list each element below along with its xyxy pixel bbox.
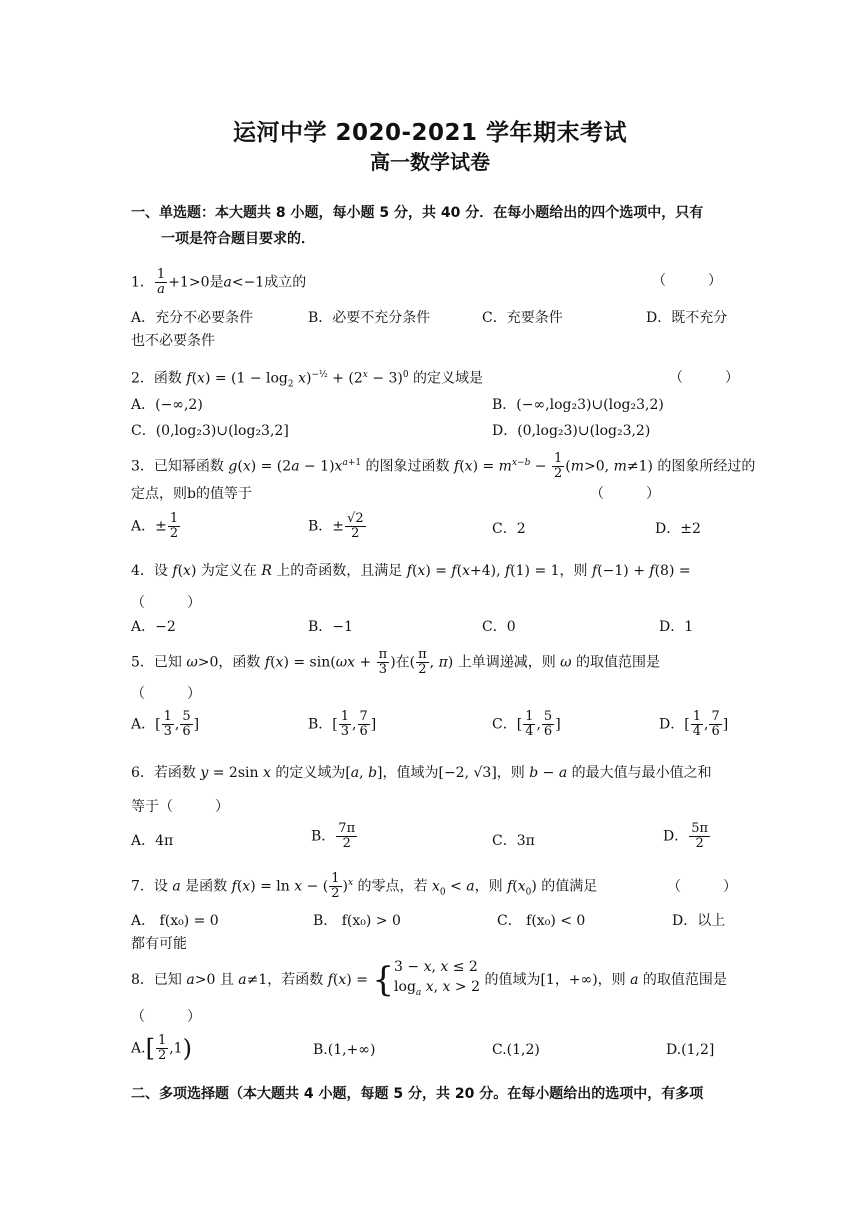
option-d: D．既不充分 [646,310,728,326]
question-6-options [131,822,731,858]
option-b: B．−1 [308,619,353,635]
answer-paren: （ ） [667,879,737,895]
question-8-stem: 8．已知 a>0 且 a≠1，若函数 f(x) = {3 − x, x ≤ 2 $\log_a x$, x > 2 的值域为[1，+∞)，则 a 的取值范围是 [131,959,727,1000]
question-number: 2． [131,370,154,387]
option-a: A.[ $\frac{1}{2}$ ,1) [131,1033,192,1063]
option-b: B.(1,+∞) [313,1042,376,1058]
option-b: B． $\frac{7\pi}{2}$ [311,821,356,851]
option-d: D．以上 [672,913,726,929]
question-3-options [131,512,731,546]
option-b: B． f(x₀) > 0 [313,913,401,929]
question-5-stem: 5．已知 ω>0，函数 f(x) = sin(ωx + $\frac{\pi}{3}$ )在( $\frac{\pi}{2}$ , π) 上单调递减，则 ω 的取值范围是 [131,647,661,677]
option-a: A．(−∞,2) [131,397,203,413]
option-b: B．(−∞,log₂3)∪(log₂3,2) [492,397,664,413]
question-7-cont: 都有可能 [131,936,187,952]
option-d: D.(1,2] [666,1042,715,1058]
option-a: A． f(x₀) = 0 [131,913,219,929]
option-b: B．[ $\frac{1}{3}$ , $\frac{7}{6}$ ] [308,709,377,739]
option-c: C.(1,2) [492,1042,540,1058]
option-a: A．± $\frac{1}{2}$ [131,511,179,541]
question-number: 4． [131,563,154,579]
answer-paren: （ ） [131,1009,201,1025]
answer-paren: （ ） [652,273,722,289]
question-8-options [131,1034,731,1070]
question-2-options-row2 [131,420,731,442]
question-number: 3． [131,458,154,475]
question-6-cont: 等于（ ） [131,799,229,815]
exam-title: 运河中学 2020-2021 学年期末考试 [232,120,628,146]
question-4-options [131,616,731,638]
option-c: C．(0,log₂3)∪(log₂3,2] [131,423,289,439]
question-2-stem: 2．函数 $f(x) = (1 - \log_2 x)^{-\frac{1}{2}} + (2^x - 3)^0$ 的定义域是 [131,370,483,390]
option-c: C．[ $\frac{1}{4}$ , $\frac{5}{6}$ ] [492,709,561,739]
option-d: D．[ $\frac{1}{4}$ , $\frac{7}{6}$ ] [659,709,729,739]
question-number: 6． [131,765,154,781]
option-d: D．(0,log₂3)∪(log₂3,2) [492,423,651,439]
question-6-stem: 6．若函数 y = 2sin x 的定义域为[a, b]，值域为[−2, √3]，则 b − a 的最大值与最小值之和 [131,765,712,781]
question-3-stem: 3．已知幂函数 $g(x) = (2a - 1)x^{a+1}$ 的图象过函数 $f(x) = m^{x-b}$ − $\frac{1}{2}$ (m>0, m≠1) 的图象所经过的 [131,451,756,482]
question-number: 8． [131,972,154,988]
answer-paren: （ ） [131,686,201,702]
option-d: D．1 [659,619,694,635]
option-a: A．充分不必要条件 [131,310,254,326]
section-1-heading [131,200,741,252]
question-number: 5． [131,654,154,671]
question-3-cont: 定点，则b的值等于 [131,486,252,502]
answer-paren: （ ） [669,370,739,386]
question-7-stem: 7．设 a 是函数 f(x) = ln x − ( $\frac{1}{2}$ )$^x$ 的零点，若 $x_0 < a$，则 $f(x_0)$ 的值满足 [131,871,598,902]
option-a: A．−2 [131,619,176,635]
question-number: 1． [131,274,154,291]
question-5-options [131,710,731,746]
answer-paren: （ ） [590,486,660,502]
section-1-line1: 一、单选题：本大题共 8 小题，每小题 5 分，共 40 分．在每小题给出的四个选项中，只有 [131,205,704,221]
question-2-options-row1 [131,394,731,416]
option-c: C．0 [482,619,516,635]
question-1-stem: 1． $\frac{1}{a}$ +1>0是a<−1成立的 [131,267,307,297]
question-1-cont: 也不必要条件 [131,333,215,349]
option-b: B．必要不充分条件 [308,310,431,326]
option-c: C．3π [492,833,535,849]
section-2-heading: 二、多项选择题（本大题共 4 小题，每题 5 分，共 20 分。在每小题给出的选项中，有多项 [131,1086,704,1102]
option-d: D． $\frac{5\pi}{2}$ [663,821,709,851]
question-7-options [131,910,731,932]
exam-subtitle: 高一数学试卷 [370,150,490,174]
option-d: D．±2 [655,521,701,537]
option-c: C．2 [492,521,526,537]
option-c: C． f(x₀) < 0 [497,913,586,929]
option-a: A．4π [131,833,174,849]
option-a: A．[ $\frac{1}{3}$ , $\frac{5}{6}$ ] [131,709,200,739]
section-1-line2: 一项是符合题目要求的． [161,231,315,247]
option-b: B．± $\frac{√2}{2}$ [308,511,364,541]
answer-paren: （ ） [131,595,201,611]
question-1-options [131,307,731,329]
question-number: 7． [131,878,154,895]
option-c: C．充要条件 [482,310,563,326]
question-4-stem: 4．设 f(x) 为定义在 R 上的奇函数，且满足 f(x) = f(x+4), f(1) = 1，则 f(−1) + f(8) = [131,563,691,579]
